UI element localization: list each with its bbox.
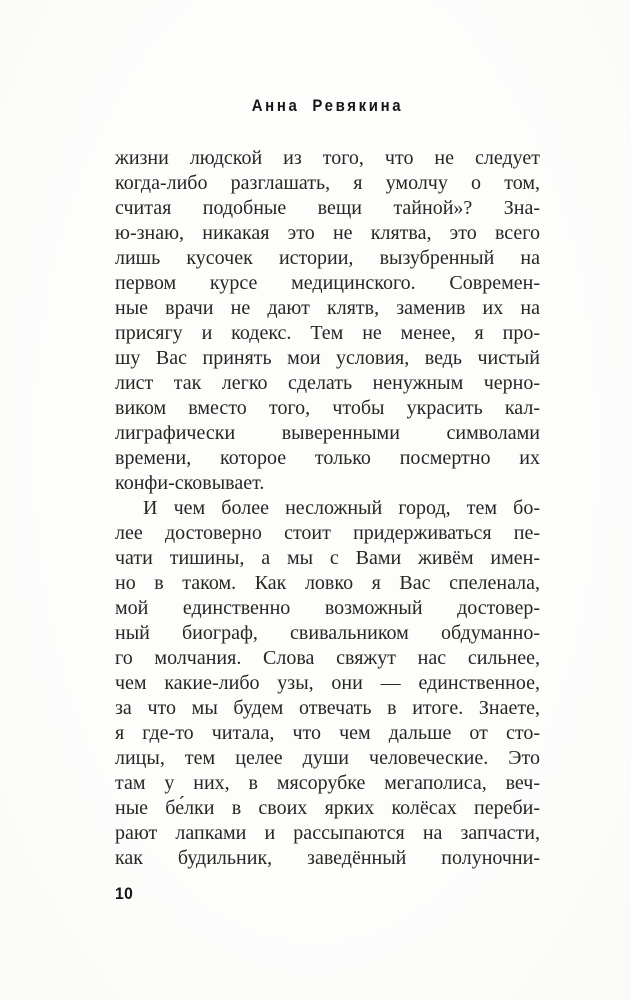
text-line: И чем более несложный город, тем бо- [143,497,540,519]
text-line: ные врачи не дают клятв, заменив их на [115,297,540,319]
text-line: ный биограф, свивальником обдуманно- [115,622,540,644]
text-line: присягу и кодекс. Тем не менее, я про- [115,322,540,344]
text-line: шу Вас принять мои условия, ведь чистый [115,347,540,369]
text-line: как будильник, заведённый полуночни- [115,847,540,869]
text-line: времени, которое только посмертно их [115,447,540,469]
running-head-author: Анна Ревякина [251,96,404,115]
page-number: 10 [115,884,134,903]
text-line: лиграфически выверенными символами [115,422,540,444]
text-line: считая подобные вещи тайной»? Зна- [115,197,540,219]
text-line: лее достоверно стоит придерживаться пе- [115,522,540,544]
body-text [115,146,540,871]
text-line: жизни людской из того, что не следует [115,147,540,169]
text-line: виком вместо того, чтобы украсить кал- [115,397,540,419]
text-line: ю-знаю, никакая это не клятва, это всего [115,222,540,244]
text-line: первом курсе медицинского. Современ- [115,272,540,294]
text-line: рают лапками и рассыпаются на запчасти, [115,822,540,844]
text-line: когда-либо разглашать, я умолчу о том, [115,172,540,194]
text-line: чем какие-либо узы, они — единственное, [115,672,540,694]
text-line: я где-то читала, что чем дальше от сто- [115,722,540,744]
text-line: ные бе́лки в своих ярких колёсах переби- [115,797,540,819]
text-line: го молчания. Слова свяжут нас сильнее, [115,647,540,669]
text-line: лист так легко сделать ненужным черно- [115,372,540,394]
text-line: за что мы будем отвечать в итоге. Знаете, [115,697,540,719]
text-line: лишь кусочек истории, вызубренный на [115,247,540,269]
text-line: лицы, тем целее души человеческие. Это [115,747,540,769]
text-line: там у них, в мясорубке мегаполиса, веч- [115,772,540,794]
text-line: чати тишины, а мы с Вами живём имен- [115,547,540,569]
text-line: но в таком. Как ловко я Вас спеленала, [115,572,540,594]
text-line: мой единственно возможный достовер- [115,597,540,619]
text-line: конфи-сковывает. [115,472,265,494]
